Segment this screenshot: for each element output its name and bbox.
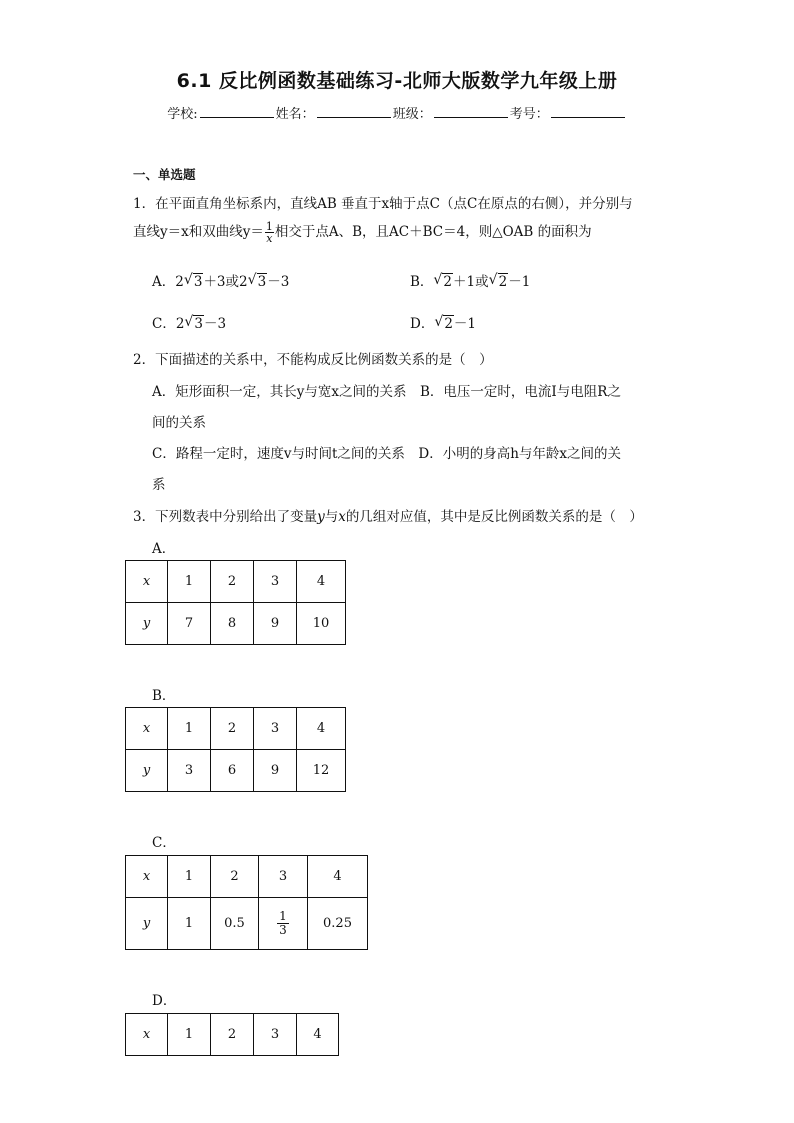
q1-stem-part1: 直线y＝x和双曲线y＝ <box>133 224 264 240</box>
sqrt-icon: √ 3 <box>247 272 267 290</box>
q1-optD-label: D． <box>410 316 435 332</box>
table-cell: x <box>126 1014 168 1056</box>
table-cell: 9 <box>254 603 297 645</box>
q3-option-a-label[interactable]: A． <box>152 541 176 557</box>
table-cell: 1 <box>168 561 211 603</box>
q3-var-y: y <box>317 509 325 525</box>
sqrt-icon: √ 2 <box>433 272 453 290</box>
number-label: 考号： <box>509 107 549 122</box>
q2-options-line1[interactable]: A．矩形面积一定，其长y与宽x之间的关系 B．电压一定时，电流I与电阻R之 <box>152 384 621 400</box>
table-cell: 6 <box>211 750 254 792</box>
q1-optA-label: A．2 <box>152 274 184 290</box>
table-row <box>126 856 368 898</box>
q3-table-a <box>125 560 346 645</box>
sqrt-icon: √ 3 <box>183 272 203 290</box>
q3-option-b-label[interactable]: B． <box>152 688 176 704</box>
sqrt-icon: √ 3 <box>184 314 204 332</box>
table-cell: 0.5 <box>211 898 259 950</box>
table-cell: 3 <box>168 750 211 792</box>
q3-stem-part1: 3．下列数表中分别给出了变量 <box>133 509 318 525</box>
q2-stem: 2．下面描述的关系中，不能构成反比例函数关系的是（ ） <box>133 352 493 368</box>
table-cell: 1 <box>168 708 211 750</box>
table-row <box>126 708 346 750</box>
q1-optB-label: B． <box>410 274 434 290</box>
q3-table-b <box>125 707 346 792</box>
table-cell: y <box>126 750 168 792</box>
table-cell: y <box>126 603 168 645</box>
table-cell: 3 <box>254 708 297 750</box>
q3-option-c-label[interactable]: C． <box>152 835 176 851</box>
sqrt-icon: √ 2 <box>434 314 453 332</box>
q1-frac-den: x <box>266 232 273 245</box>
table-cell: 2 <box>211 708 254 750</box>
table-cell: 4 <box>297 561 346 603</box>
school-blank[interactable] <box>200 105 274 118</box>
table-cell: 4 <box>297 708 346 750</box>
q1-stem-part2: 相交于点A、B，且AC＋BC＝4，则△OAB 的面积为 <box>274 224 592 240</box>
q1-optB-mid: ＋1或 <box>453 274 489 290</box>
table-cell: 3 <box>259 856 308 898</box>
q1-optB-end: －1 <box>508 274 531 290</box>
q3-var-x: x <box>338 509 346 525</box>
q1-optA-root2: 3 <box>257 274 267 290</box>
q1-optB-root1: 2 <box>443 274 453 290</box>
table-cell: 4 <box>308 856 368 898</box>
table-cell: 1 <box>168 856 211 898</box>
table-cell: 1 <box>168 898 211 950</box>
q1-stem-line2 <box>133 220 592 244</box>
table-cell: 2 <box>211 1014 254 1056</box>
fraction <box>277 910 289 937</box>
table-cell: 7 <box>168 603 211 645</box>
name-label: 姓名： <box>275 107 315 122</box>
q2-options-line3[interactable]: C．路程一定时，速度v与时间t之间的关系 D．小明的身高h与年龄x之间的关 <box>152 446 622 462</box>
q2-options-line2: 间的关系 <box>152 415 206 431</box>
q1-optC-label: C．2 <box>152 316 185 332</box>
table-cell <box>259 898 308 950</box>
table-cell: 4 <box>297 1014 339 1056</box>
school-label: 学校: <box>167 107 198 122</box>
q1-fraction <box>265 221 274 244</box>
frac-num: 1 <box>279 908 287 923</box>
q3-stem-part2: 与 <box>324 509 339 525</box>
class-label: 班级： <box>392 107 432 122</box>
name-blank[interactable] <box>317 105 391 118</box>
number-blank[interactable] <box>551 105 625 118</box>
q2-options-line4: 系 <box>152 477 166 493</box>
table-row <box>126 1014 339 1056</box>
q1-optB-root2: 2 <box>498 274 508 290</box>
q1-optD-root1: 2 <box>444 316 453 332</box>
table-cell: x <box>126 561 168 603</box>
table-cell: 8 <box>211 603 254 645</box>
q1-frac-num: 1 <box>265 220 273 233</box>
q1-option-c[interactable] <box>152 312 226 332</box>
q1-option-a[interactable] <box>152 270 289 290</box>
table-row <box>126 898 368 950</box>
q3-table-c <box>125 855 368 950</box>
q1-stem-line1: 1．在平面直角坐标系内，直线AB 垂直于x轴于点C（点C在原点的右侧），并分别与 <box>133 196 633 212</box>
table-row <box>126 561 346 603</box>
table-cell: 10 <box>297 603 346 645</box>
table-row <box>126 603 346 645</box>
q1-option-b[interactable] <box>410 270 530 290</box>
table-cell: 12 <box>297 750 346 792</box>
q1-option-d[interactable] <box>410 312 476 332</box>
table-cell: y <box>126 898 168 950</box>
table-cell: x <box>126 708 168 750</box>
q1-optD-end: －1 <box>453 316 477 332</box>
q3-table-d <box>125 1013 339 1056</box>
table-cell: 0.25 <box>308 898 368 950</box>
q1-optC-end: －3 <box>204 316 227 332</box>
table-cell: 1 <box>168 1014 211 1056</box>
table-row <box>126 750 346 792</box>
page-title: 6.1 反比例函数基础练习-北师大版数学九年级上册 <box>176 70 618 92</box>
q1-optA-mid: ＋3或2 <box>203 274 248 290</box>
q3-stem-part3: 的几组对应值，其中是反比例函数关系的是（ ） <box>345 509 643 525</box>
table-cell: 3 <box>254 1014 297 1056</box>
sqrt-icon: √ 2 <box>488 272 508 290</box>
q1-optA-root1: 3 <box>193 274 203 290</box>
table-cell: 9 <box>254 750 297 792</box>
q1-optC-root1: 3 <box>194 316 204 332</box>
q3-stem <box>133 505 643 525</box>
frac-den: 3 <box>279 922 287 937</box>
table-cell: x <box>126 856 168 898</box>
student-info-line <box>0 103 794 122</box>
table-cell: 2 <box>211 561 254 603</box>
table-cell: 3 <box>254 561 297 603</box>
q3-option-d-label[interactable]: D． <box>152 993 177 1009</box>
section-heading: 一、单选题 <box>133 167 196 182</box>
class-blank[interactable] <box>434 105 508 118</box>
table-cell: 2 <box>211 856 259 898</box>
q1-optA-end: －3 <box>267 274 290 290</box>
